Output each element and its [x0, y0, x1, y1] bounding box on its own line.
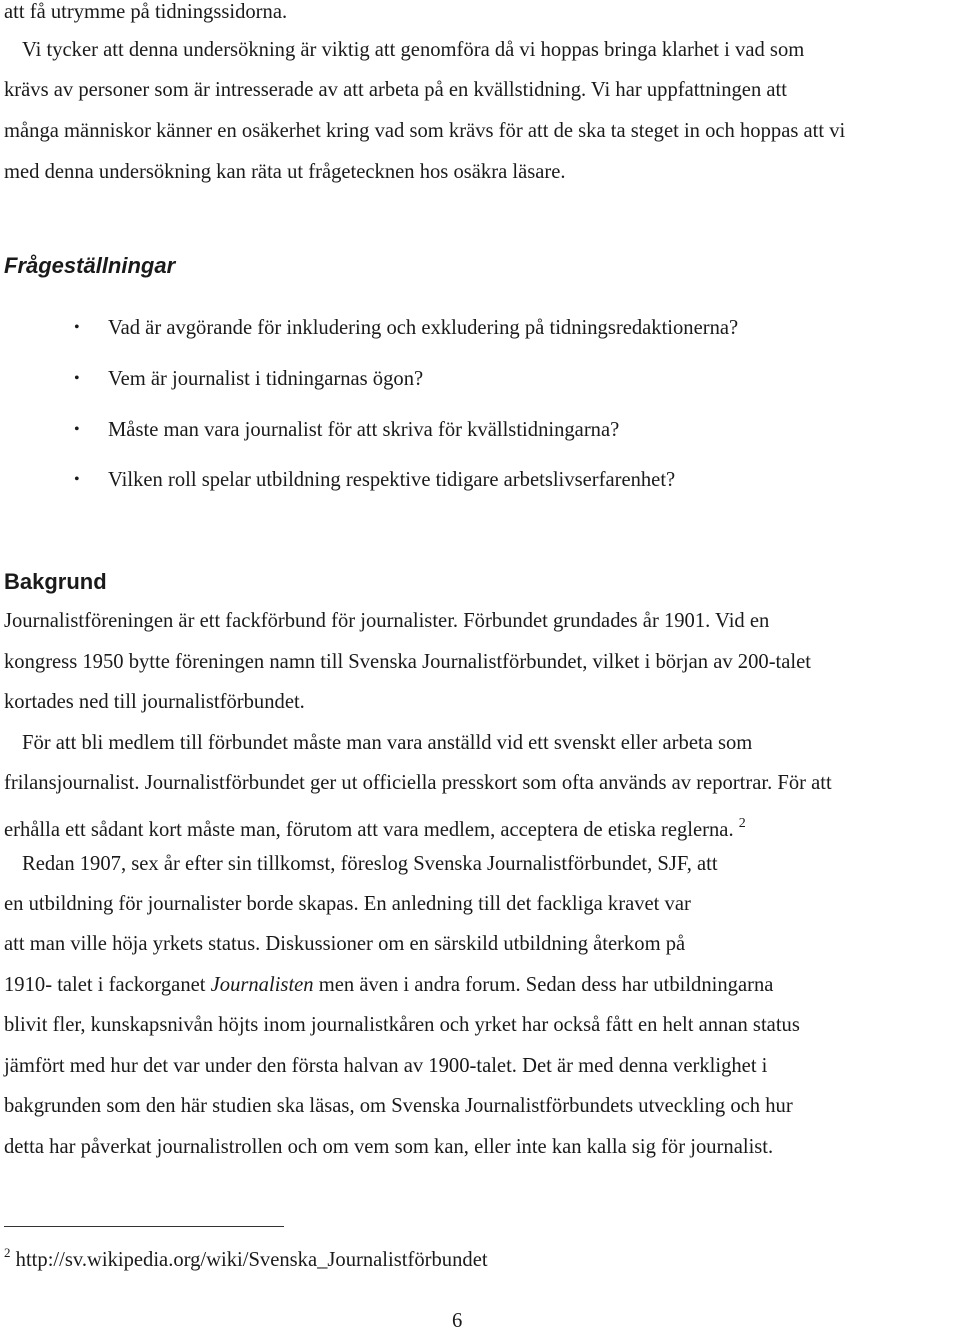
bullet-icon: • — [74, 421, 80, 438]
background-line-13: bakgrunden som den här studien ska läsas, om Svenska Journalistförbundets utveckling och hur — [4, 1095, 793, 1117]
background-line-5: frilansjournalist. Journalistförbundet ger ut officiella presskort som ofta används av reportrar. För att — [4, 772, 832, 794]
questions-heading: Frågeställningar — [4, 253, 176, 278]
background-line-10-start: 1910- talet i fackorganet — [4, 974, 206, 996]
bullet-icon: • — [74, 370, 80, 387]
footnote-divider — [4, 1226, 284, 1227]
background-line-3: kortades ned till journalistförbundet. — [4, 691, 305, 713]
intro-line-2: Vi tycker att denna undersökning är viktig att genomföra då vi hoppas bringa klarhet i vad som — [22, 39, 805, 61]
intro-line-5: med denna undersökning kan räta ut frågetecknen hos osäkra läsare. — [4, 161, 566, 183]
bullet-icon: • — [74, 471, 80, 488]
page-number: 6 — [452, 1310, 463, 1332]
bullet-icon: • — [74, 319, 80, 336]
background-line-10-end: men även i andra forum. Sedan dess har utbildningarna — [318, 974, 774, 996]
background-line-8: en utbildning för journalister borde skapas. En anledning till det fackliga kravet var — [4, 893, 691, 915]
background-heading: Bakgrund — [4, 569, 107, 594]
question-item: Vilken roll spelar utbildning respektive tidigare arbetslivserfarenhet? — [108, 469, 676, 491]
footnote-reference[interactable]: 2 — [738, 816, 746, 831]
background-line-11: blivit fler, kunskapsnivån höjts inom journalistkåren och yrket har också fått en helt annan status — [4, 1014, 800, 1036]
background-line-9: att man ville höja yrkets status. Diskussioner om en särskild utbildning återkom på — [4, 933, 686, 955]
publication-title: Journalisten — [210, 974, 314, 996]
footnote-number: 2 — [4, 1245, 11, 1260]
question-item: Vad är avgörande för inkludering och exkludering på tidningsredaktionerna? — [108, 317, 739, 339]
intro-line-4: många människor känner en osäkerhet kring vad som krävs för att de ska ta steget in och hoppas att vi — [4, 120, 846, 142]
background-line-14: detta har påverkat journalistrollen och om vem som kan, eller inte kan kalla sig för journalist. — [4, 1136, 774, 1158]
intro-line-1: att få utrymme på tidningssidorna. — [4, 1, 288, 23]
intro-line-3: krävs av personer som är intresserade av att arbeta på en kvällstidning. Vi har uppfattningen att — [4, 79, 787, 101]
footnote — [4, 1241, 488, 1272]
background-line-2: kongress 1950 bytte föreningen namn till Svenska Journalistförbundet, vilket i början av 200-talet — [4, 651, 811, 673]
background-line-6-text: erhålla ett sådant kort måste man, förutom att vara medlem, acceptera de etiska reglerna. — [4, 819, 734, 841]
background-line-12: jämfört med hur det var under den första halvan av 1900-talet. Det är med denna verklighet i — [4, 1055, 768, 1077]
background-line-7: Redan 1907, sex år efter sin tillkomst, föreslog Svenska Journalistförbundet, SJF, att — [22, 853, 718, 875]
background-line-4: För att bli medlem till förbundet måste man vara anställd vid ett svenskt eller arbeta som — [22, 732, 753, 754]
footnote-link[interactable]: http://sv.wikipedia.org/wiki/Svenska_Journalistförbundet — [15, 1249, 488, 1271]
background-line-6 — [4, 812, 746, 842]
question-item: Måste man vara journalist för att skriva för kvällstidningarna? — [108, 419, 620, 441]
question-item: Vem är journalist i tidningarnas ögon? — [108, 368, 424, 390]
background-line-1: Journalistföreningen är ett fackförbund för journalister. Förbundet grundades år 1901. Vid en — [4, 610, 770, 632]
background-line-10 — [4, 973, 773, 997]
